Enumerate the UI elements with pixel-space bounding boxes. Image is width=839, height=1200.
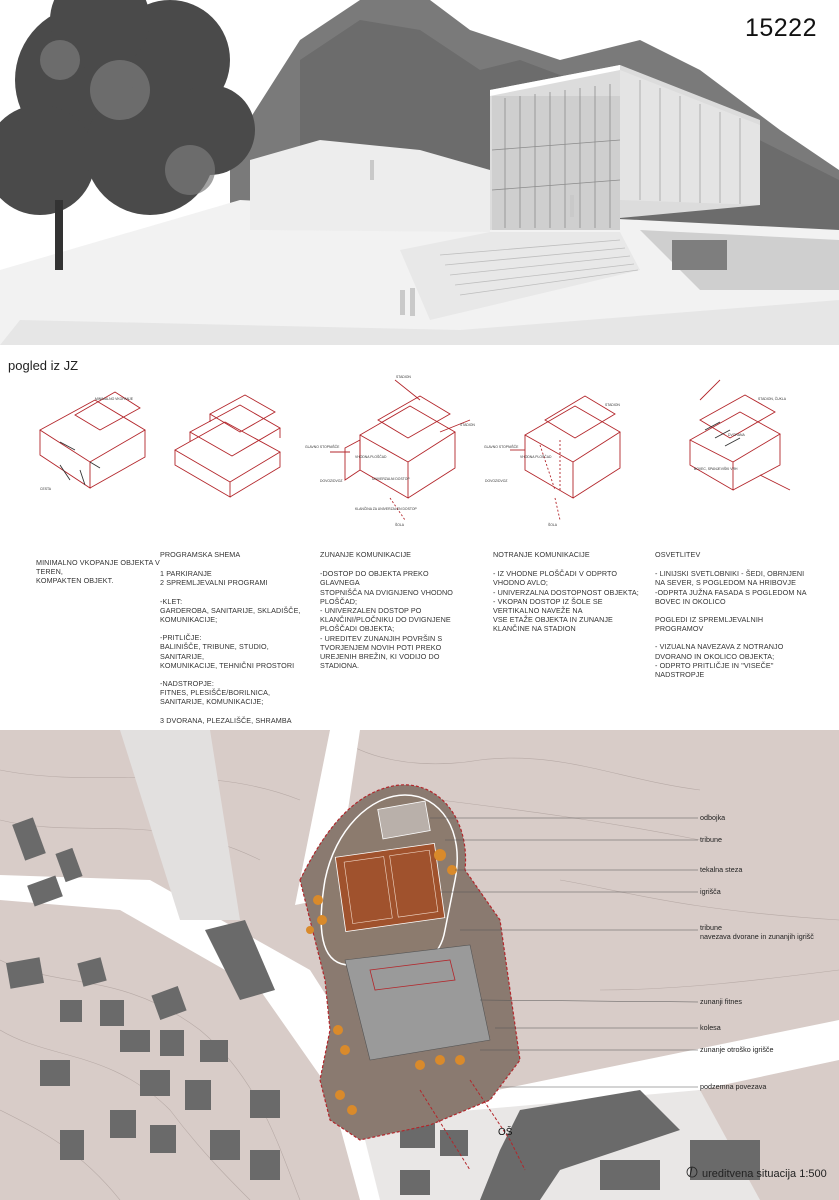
col-4: OSVETLITEV - LINIJSKI SVETLOBNIKI - ŠEDI, OBRNJENI NA SEVER, S POGLEDOM NA HRIBOVJE -ODPRTA JUŽNA FASADA S POGLEDOM NA BOVEC IN OKOLICO POGLEDI IZ SPREMLJEVALNIH PROGRAMOV - VIZUALNA NAVEZAVA Z NOTRANJO DVORANO IN OKOLICO OBJEKTA; - ODPRTO PRITLIČJE IN "VISEČE" NADSTROPJE — [655, 550, 807, 680]
legend-otrosko-igrisce: zunanje otroško igrišče — [700, 1045, 774, 1054]
svg-text:STADION, ČUKLA: STADION, ČUKLA — [758, 397, 787, 401]
col-0: MINIMALNO VKOPANJE OBJEKTA V TEREN, KOMPAKTEN OBJEKT. — [36, 558, 160, 586]
legend-kolesa: kolesa — [700, 1023, 721, 1032]
svg-text:KLANČINA ZA UNIVERZALEN DOSTOP: KLANČINA ZA UNIVERZALEN DOSTOP — [355, 507, 417, 511]
svg-text:GLAVNO STOPNIŠČE: GLAVNO STOPNIŠČE — [484, 445, 519, 449]
svg-text:GLAVNO STOPNIŠČE: GLAVNO STOPNIŠČE — [305, 445, 340, 449]
project-code: 15222 — [744, 14, 817, 42]
svg-text:ŠOLA: ŠOLA — [548, 523, 558, 527]
svg-text:DOVOZ/DVOZ: DOVOZ/DVOZ — [485, 479, 508, 483]
school-label: OŠ — [498, 1127, 513, 1138]
legend-navezava: navezava dvorane in zunanjih igrišč — [700, 932, 814, 941]
col-1: PROGRAMSKA SHEMA 1 PARKIRANJE 2 SPREMLJEVALNI PROGRAMI -KLET: GARDEROBA, SANITARIJE, SKLADIŠČE, KOMUNIKACIJE; -PRITLIČJE: BALINIŠČE, TRIBUNE, STUDIO, SANITARIJE, KOMUNIKACIJE, TEHNIČNI PROSTORI -NADSTROPJE: FITNES, PLESIŠČE/BORILNICA, SANITARIJE, KOMUNIKACIJE; 3 DVORANA, PLEZALIŠČE, SHRAMBA — [160, 550, 301, 725]
legend-podzemna-povezava: podzemna povezava — [700, 1082, 767, 1091]
site-plan — [0, 730, 839, 1200]
site-plan-caption: ureditvena situacija 1:500 — [702, 1168, 827, 1180]
svg-text:VHODNA PLOŠČAD: VHODNA PLOŠČAD — [355, 455, 387, 459]
col-3: NOTRANJE KOMUNIKACIJE - IZ VHODNE PLOŠČADI V ODPRTO VHODNO AVLO; - UNIVERZALNA DOSTOPNOST OBJEKTA; - VKOPAN DOSTOP IZ ŠOLE SE VERTIKALNO NAVEŽE NA VSE ETAŽE OBJEKTA IN ZUNANJE KLANČINE NA STADION — [493, 550, 639, 634]
diagram-external-comm — [330, 380, 470, 520]
legend-zunanji-fitnes: zunanji fitnes — [700, 997, 742, 1006]
svg-text:ŠOLA: ŠOLA — [395, 523, 405, 527]
svg-text:VHODNA PLOŠČAD: VHODNA PLOŠČAD — [520, 455, 552, 459]
render-caption: pogled iz JZ — [8, 358, 79, 373]
legend-tribune-2: tribune — [700, 923, 722, 932]
col-2: ZUNANJE KOMUNIKACIJE -DOSTOP DO OBJEKTA PREKO GLAVNEGA STOPNIŠČA NA DVIGNJENO VHODNO PLOŠČAD; - UNIVERZALEN DOSTOP PO KLANČINI/PLOČNIKU DO DVIGNJENE PLOŠČADI OBJEKTA; - UREDITEV ZUNANJIH POVRŠIN S TVORJENJEM NOVIH POTI PREKO UREJENIH BREŽIN, KI VODIJO DO STADIONA. — [320, 550, 453, 671]
legend-igrisca: igrišča — [700, 887, 721, 896]
legend-tribune: tribune — [700, 835, 722, 844]
svg-text:STADION: STADION — [605, 403, 620, 407]
legend-odbojka: odbojka — [700, 813, 726, 822]
svg-text:DOVOZ/DVOZ: DOVOZ/DVOZ — [320, 479, 343, 483]
svg-text:BOVEC, SPANJEVIŠKI VRH: BOVEC, SPANJEVIŠKI VRH — [694, 467, 738, 471]
svg-text:MINIMALNO VKOPANJE: MINIMALNO VKOPANJE — [95, 397, 133, 401]
exterior-render — [0, 0, 839, 345]
svg-text:STADION: STADION — [460, 423, 475, 427]
north-arrow-icon — [686, 1166, 698, 1178]
svg-text:DVORANA: DVORANA — [728, 433, 745, 437]
legend-tekalna-steza: tekalna steza — [700, 865, 743, 874]
svg-text:UNIVERZALNI DOSTOP: UNIVERZALNI DOSTOP — [372, 477, 410, 481]
svg-text:CESTA: CESTA — [40, 487, 52, 491]
concept-diagrams — [0, 370, 839, 540]
diagram-program — [175, 395, 280, 497]
diagram-volume — [40, 392, 145, 488]
svg-text:STADION: STADION — [396, 375, 411, 379]
